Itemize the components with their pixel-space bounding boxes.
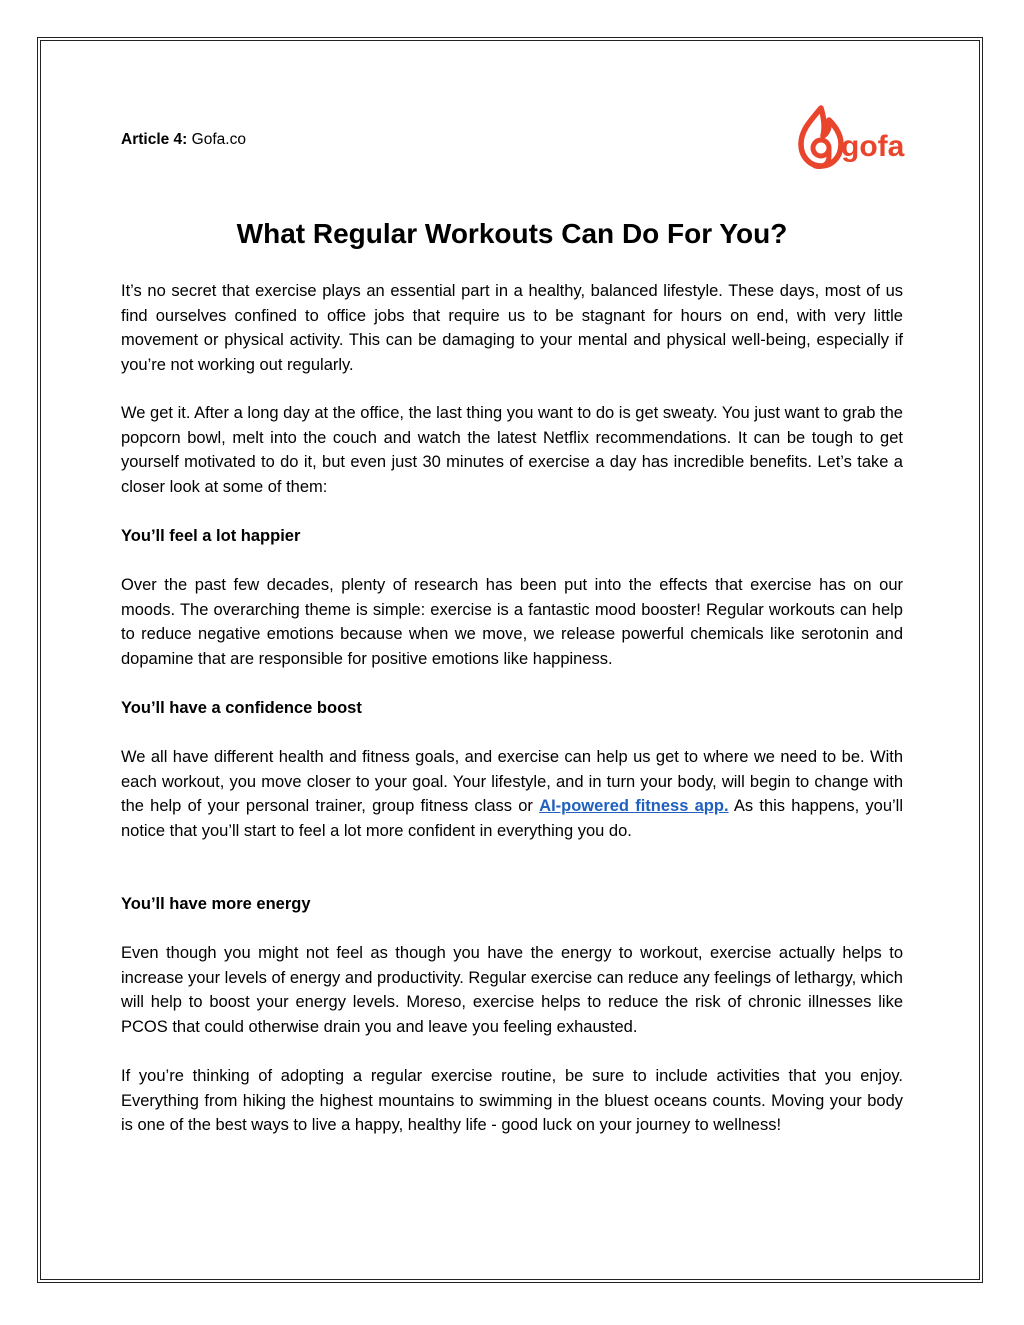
- logo-wordmark: gofa: [841, 130, 905, 163]
- article-source: Gofa.co: [191, 131, 246, 148]
- paragraph-intro: It’s no secret that exercise plays an essential part in a healthy, balanced lifestyle. These days, most of us find ourselves confined to office jobs that require us to be stagnant for hours on end, with very little movement or physical activity. This can be damaging to your mental and physical well-being, especially if you’re not working out regularly.: [121, 282, 903, 374]
- article-title: What Regular Workouts Can Do For You?: [236, 218, 788, 249]
- gofa-logo: [797, 104, 907, 172]
- subheading-confidence: You’ll have a confidence boost: [121, 699, 362, 717]
- paragraph-confidence-text-end: As this happens, you’ll notice that you’ll start to feel a lot more confident in everything you do.: [121, 797, 903, 840]
- paragraph-conclusion: If you’re thinking of adopting a regular exercise routine, be sure to include activities that you enjoy. Everything from hiking the highest mountains to swimming in the bluest oceans counts. Moving your body is one of the best ways to live a happy, healthy life - good luck on your journey to wellness!: [121, 1067, 903, 1134]
- article-number-label: Article 4:: [121, 131, 188, 148]
- paragraph-motivation: We get it. After a long day at the office, the last thing you want to do is get sweaty. You just want to grab the popcorn bowl, melt into the couch and watch the latest Netflix recommendations. It can be tough to get yourself motivated to do it, but even just 30 minutes of exercise a day has incredible benefits. Let’s take a closer look at some of them:: [121, 404, 903, 496]
- paragraph-confidence-text-start: We all have different health and fitness goals, and exercise can help us get to where we need to be. With each workout, you move closer to your goal. Your lifestyle, and in turn your body, will begin to change with the help of your personal trainer, group fitness class or: [121, 748, 903, 815]
- gofa-flame-icon: [797, 104, 907, 172]
- subheading-happier: You’ll feel a lot happier: [121, 527, 301, 545]
- ai-fitness-app-link[interactable]: AI-powered fitness app.: [539, 797, 729, 815]
- paragraph-confidence: [121, 745, 903, 843]
- paragraph-happier: Over the past few decades, plenty of research has been put into the effects that exercise has on our moods. The overarching theme is simple: exercise is a fantastic mood booster! Regular workouts can help to reduce negative emotions because when we move, we release powerful chemicals like serotonin and dopamine that are responsible for positive emotions like happiness.: [121, 576, 903, 668]
- paragraph-energy: Even though you might not feel as though you have the energy to workout, exercise actually helps to increase your levels of energy and productivity. Regular exercise can reduce any feelings of lethargy, which will help to boost your energy levels. Moreso, exercise helps to reduce the risk of chronic illnesses like PCOS that could otherwise drain you and leave you feeling exhausted.: [121, 944, 903, 1036]
- subheading-energy: You’ll have more energy: [121, 895, 311, 913]
- article-header: [121, 130, 246, 150]
